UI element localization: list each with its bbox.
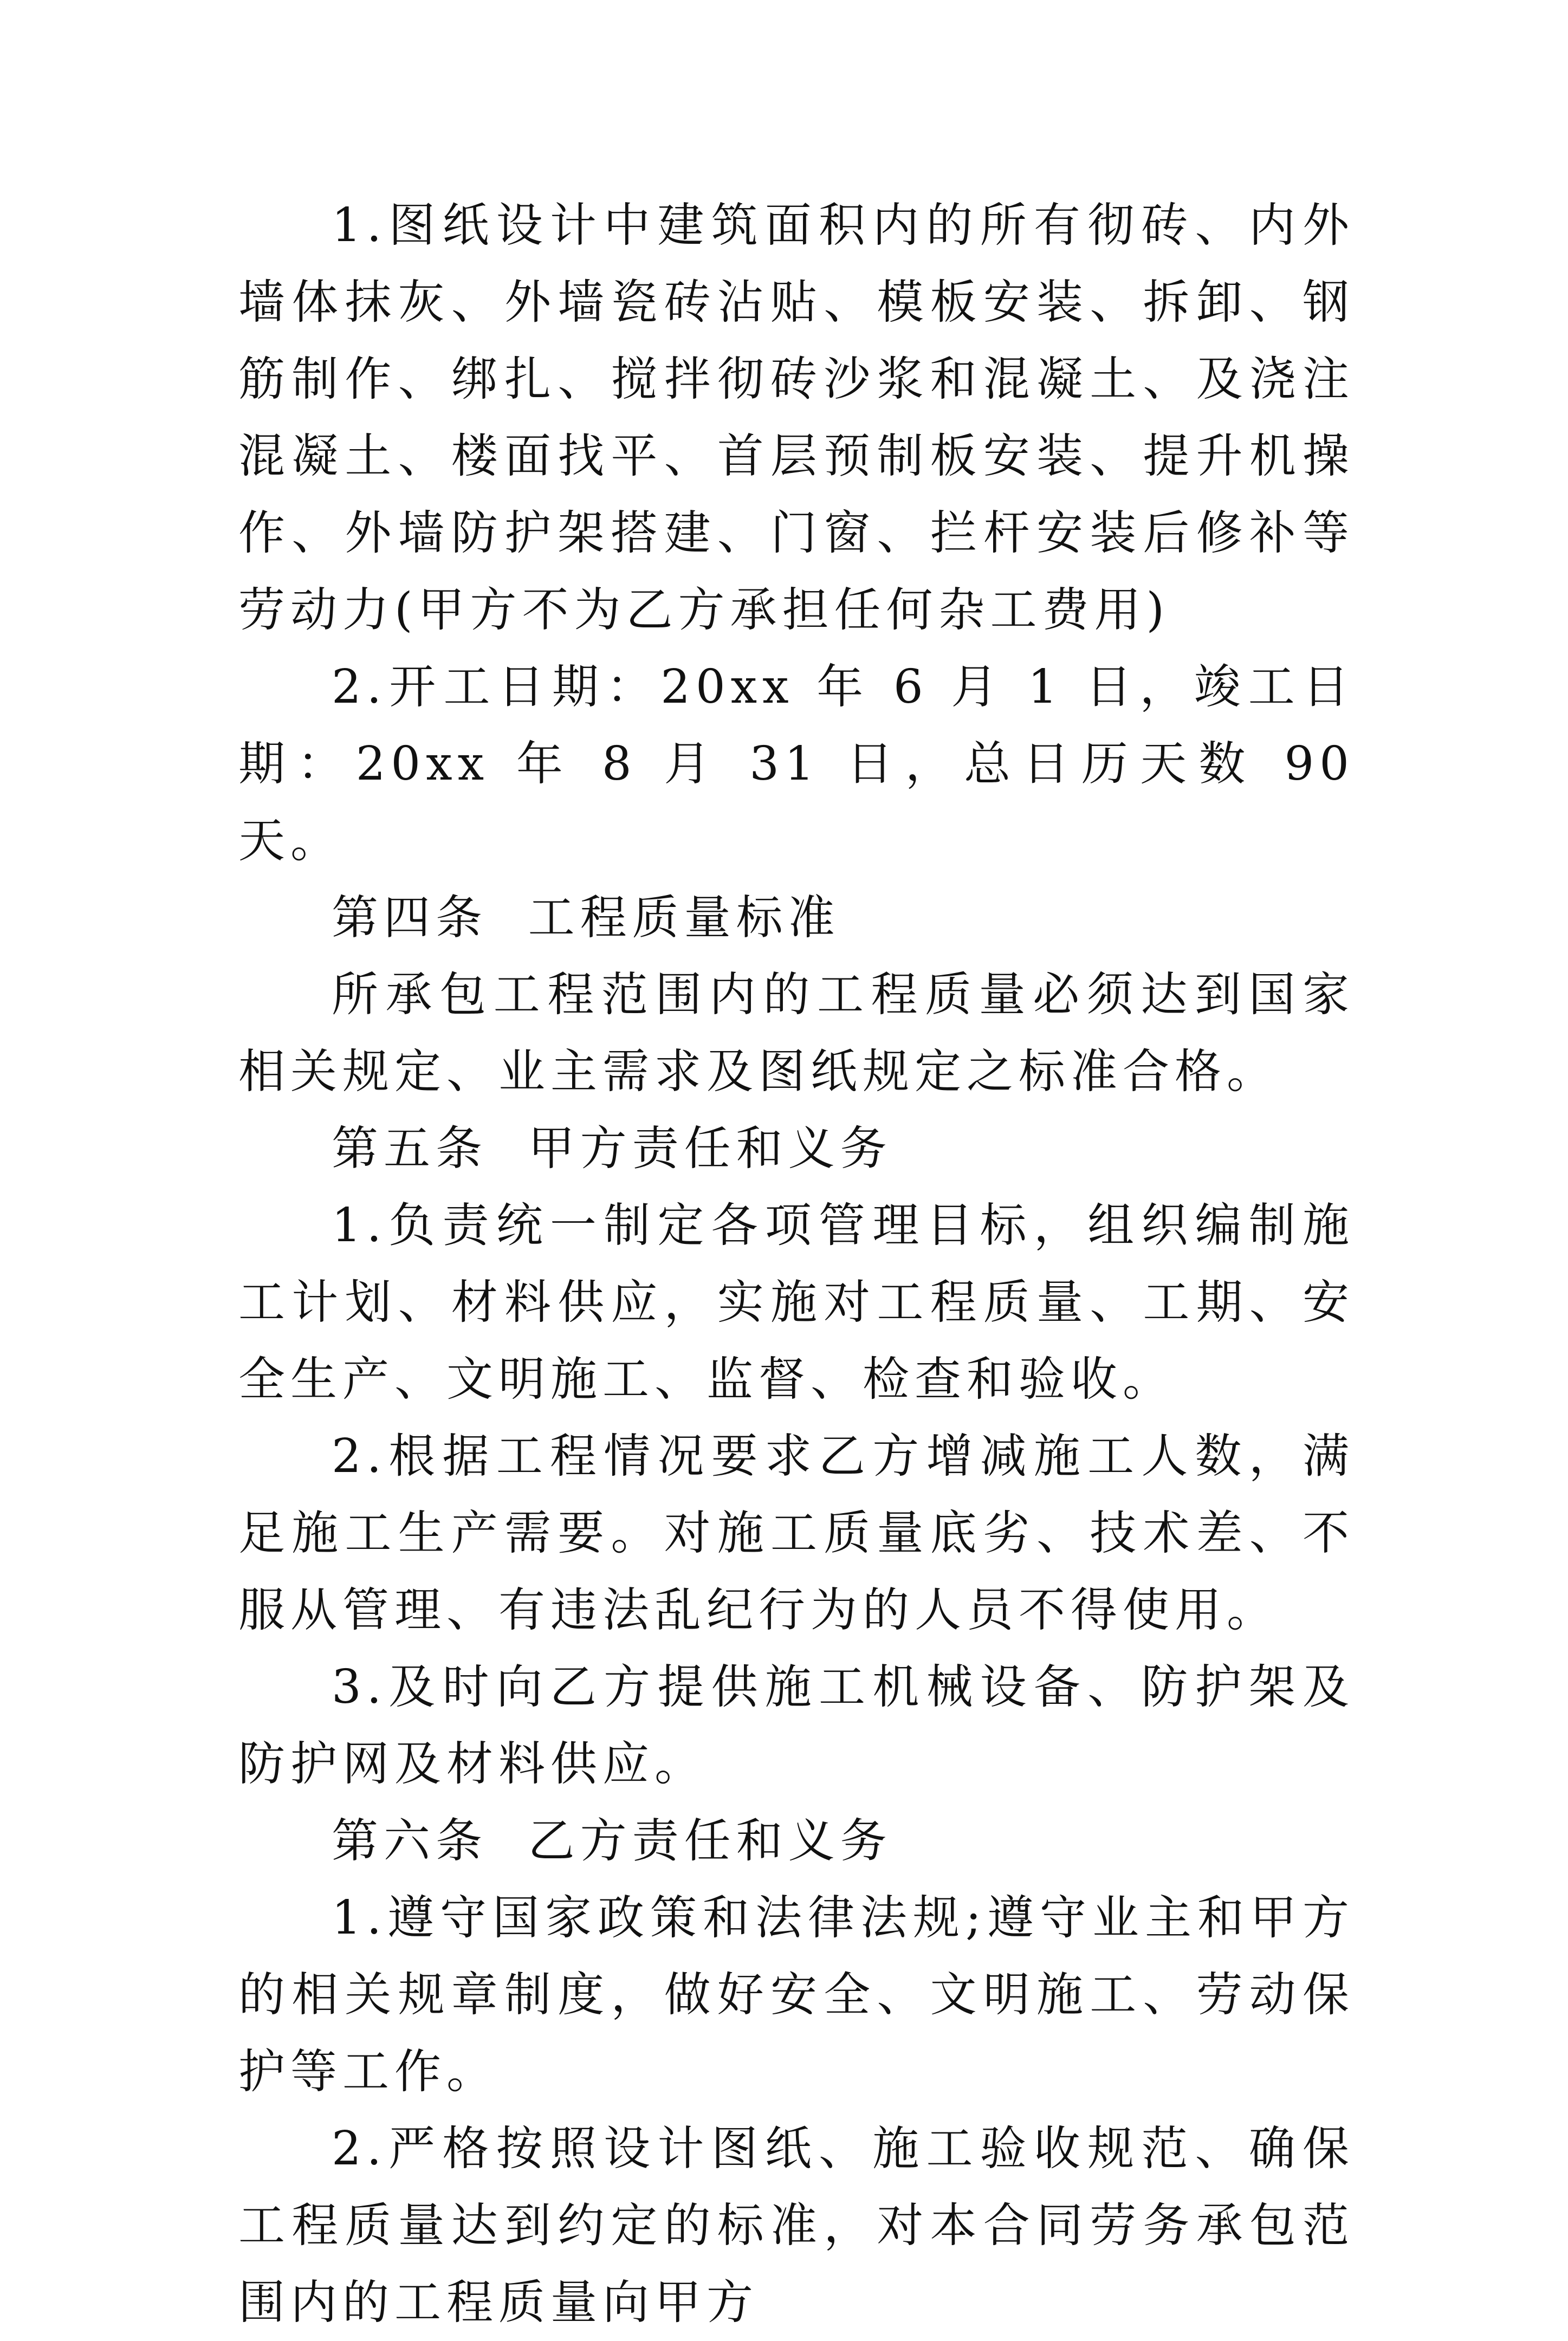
- document-body: [238, 187, 1355, 2341]
- paragraph-quality-standard: 所承包工程范围内的工程质量必须达到国家相关规定、业主需求及图纸规定之标准合格。: [238, 968, 1355, 1099]
- paragraph-party-a-item-1: 1.负责统一制定各项管理目标，组织编制施工计划、材料供应，实施对工程质量、工期、安全生产、文明施工、监督、检查和验收。: [238, 1198, 1355, 1406]
- paragraph-party-a-item-2: 2.根据工程情况要求乙方增减施工人数，满足施工生产需要。对施工质量底劣、技术差、不服从管理、有违法乱纪行为的人员不得使用。: [238, 1429, 1355, 1637]
- paragraph-party-b-item-2: 2.严格按照设计图纸、施工验收规范、确保工程质量达到约定的标准，对本合同劳务承包范围内的工程质量向甲方: [238, 2122, 1355, 2330]
- paragraph-party-b-item-1: 1.遵守国家政策和法律法规;遵守业主和甲方的相关规章制度，做好安全、文明施工、劳动保护等工作。: [238, 1891, 1355, 2099]
- article-6-heading: 第六条 乙方责任和义务: [332, 1814, 892, 1868]
- article-5-heading: 第五条 甲方责任和义务: [332, 1121, 892, 1176]
- paragraph-schedule-item-2: 2.开工日期：20xx 年 6 月 1 日，竣工日期：20xx 年 8 月 31 日，总日历天数 90 天。: [238, 660, 1355, 868]
- paragraph-scope-item-1: 1.图纸设计中建筑面积内的所有彻砖、内外墙体抹灰、外墙瓷砖沾贴、模板安装、拆卸、钢筋制作、绑扎、搅拌彻砖沙浆和混凝土、及浇注混凝土、楼面找平、首层预制板安装、提升机操作、外墙防护架搭建、门窗、拦杆安装后修补等劳动力(甲方不为乙方承担任何杂工费用): [238, 198, 1355, 637]
- article-4-heading: 第四条 工程质量标准: [332, 891, 840, 945]
- paragraph-party-a-item-3: 3.及时向乙方提供施工机械设备、防护架及防护网及材料供应。: [238, 1660, 1355, 1791]
